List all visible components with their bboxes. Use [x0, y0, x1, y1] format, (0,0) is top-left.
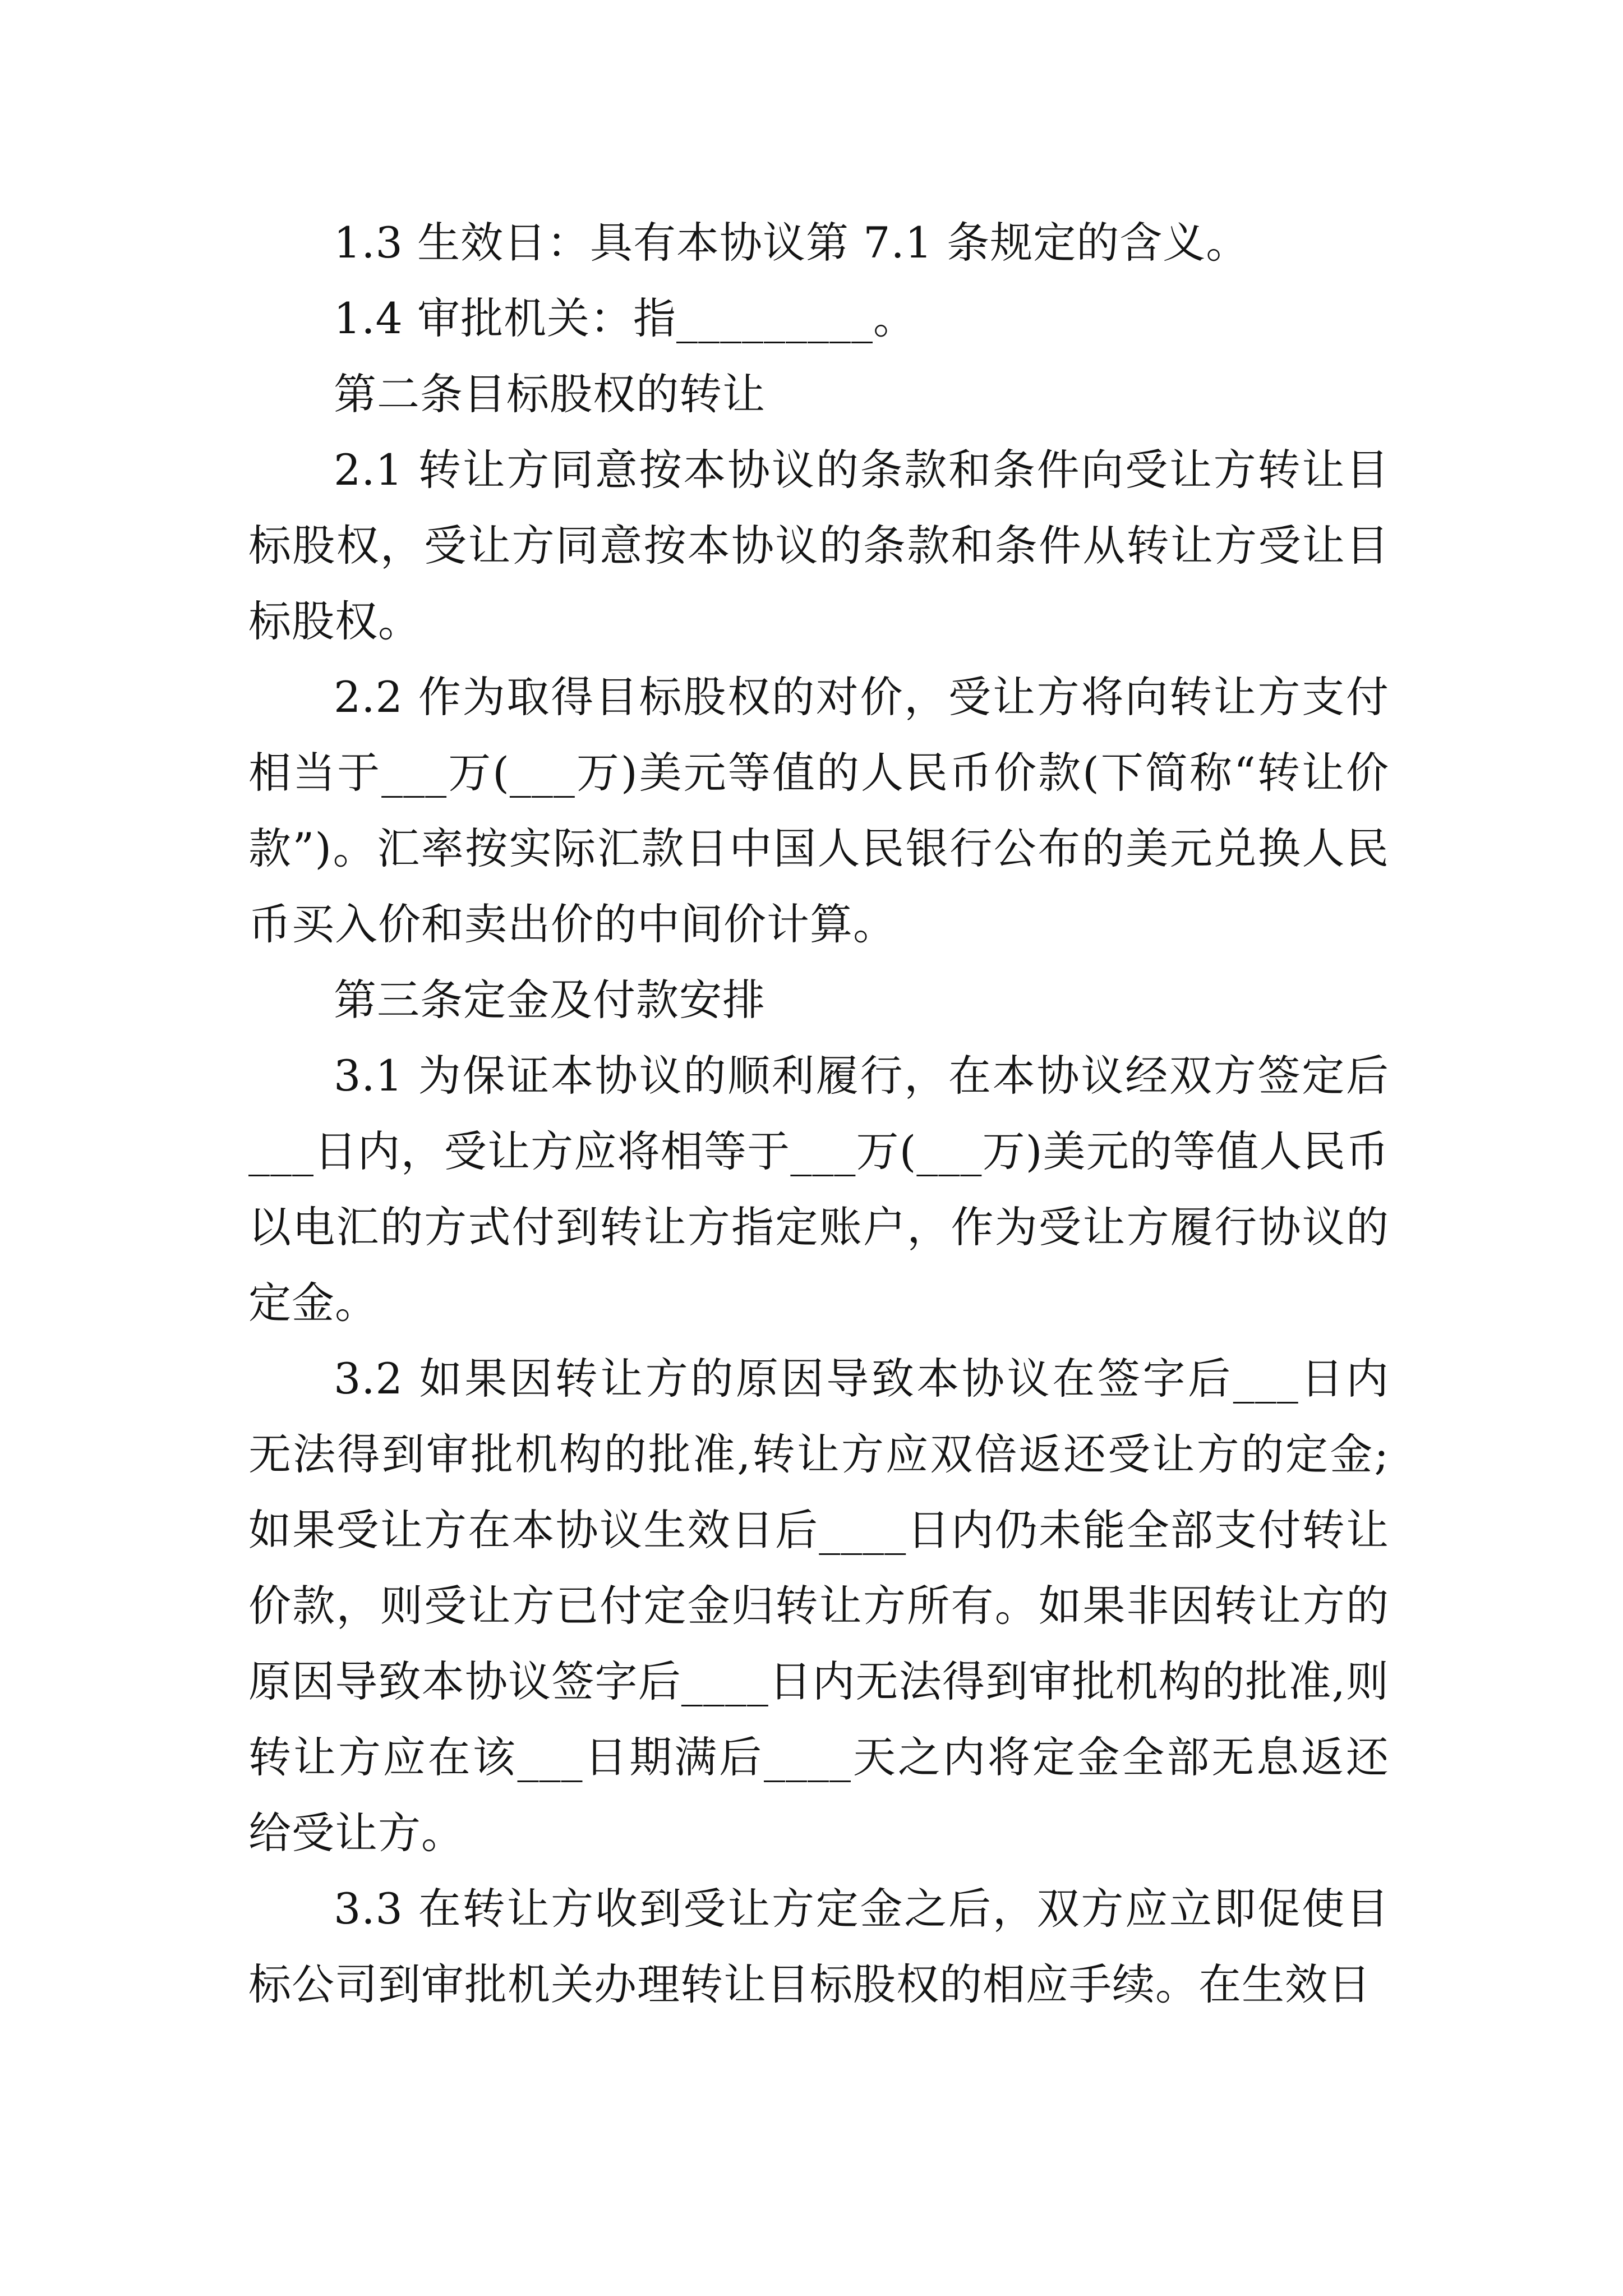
article-3-heading: 第三条定金及付款安排	[334, 975, 766, 1025]
clause-3-3: 3.3 在转让方收到受让方定金之后，双方应立即促使目标公司到审批机关办理转让目标股权的相应手续。在生效日	[248, 1884, 1389, 2009]
clause-1-4: 1.4 审批机关：指_________。	[334, 293, 917, 343]
clause-2-1: 2.1 转让方同意按本协议的条款和条件向受让方转让目标股权，受让方同意按本协议的条款和条件从转让方受让目标股权。	[248, 445, 1389, 646]
clause-2-2: 2.2 作为取得目标股权的对价，受让方将向转让方支付相当于___万(___万)美元等值的人民币价款(下简称“转让价款”)。汇率按实际汇款日中国人民银行公布的美元兑换人民币买入价和卖出价的中间价计算。	[248, 672, 1389, 949]
article-2-heading: 第二条目标股权的转让	[334, 369, 766, 419]
clause-3-2: 3.2 如果因转让方的原因导致本协议在签字后___日内无法得到审批机构的批准,转让方应双倍返还受让方的定金;如果受让方在本协议生效日后____日内仍未能全部支付转让价款，则受让方已付定金归转让方所有。如果非因转让方的原因导致本协议签字后____日内无法得到审批机构的批准,则转让方应在该___日期满后____天之内将定金全部无息返还给受让方。	[248, 1354, 1389, 1858]
clause-1-3: 1.3 生效日：具有本协议第 7.1 条规定的含义。	[334, 218, 1249, 268]
clause-3-1: 3.1 为保证本协议的顺利履行，在本协议经双方签定后___日内，受让方应将相等于___万(___万)美元的等值人民币以电汇的方式付到转让方指定账户，作为受让方履行协议的定金。	[248, 1051, 1389, 1328]
